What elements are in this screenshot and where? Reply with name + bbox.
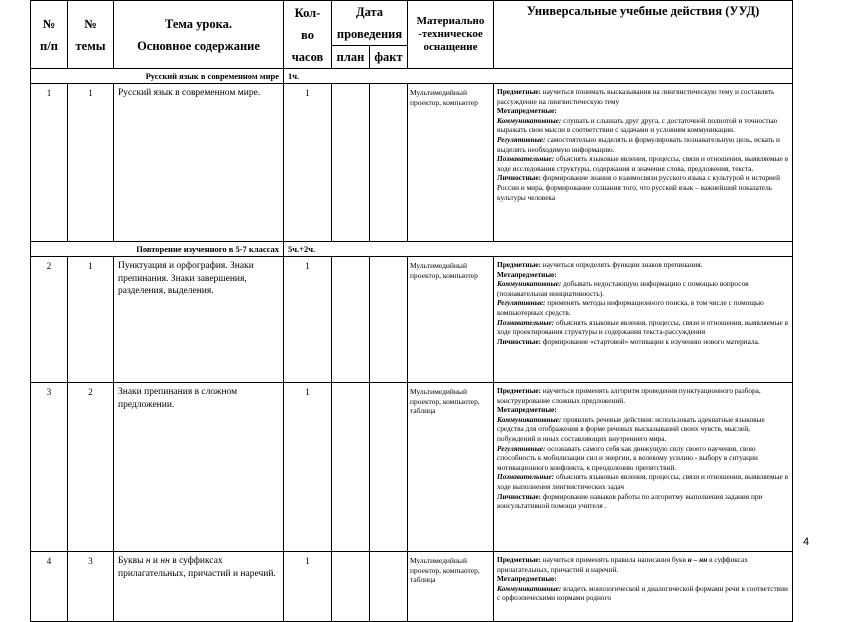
lesson-number: 3 [31,383,68,552]
date-plan-cell [332,257,370,383]
lesson-equipment: Мультимедийный проектор, компьютер [408,84,494,242]
date-plan-cell [332,383,370,552]
table-row [31,84,793,242]
table-row [31,257,793,383]
lesson-topic: Пунктуация и орфография. Знаки препинания. Знаки завершения, разделения, выделения. [114,257,284,383]
date-plan-cell [332,84,370,242]
section-hours: 5ч.+2ч. [284,242,793,257]
section-title: Русский язык в современном мире [31,69,284,84]
section-row [31,242,793,257]
date-fact-cell [370,257,408,383]
lesson-uud: Предметные: научиться применять алгоритм проведения пунктуационного разбора, конструирование сложных предложений. Метапредметные: Коммуникативные: проявлять речевые действия: использовать адекватные языковые средства для отображения в форме речевых высказываний своих чувств, мыслей, побуждений и иных составляющих внутреннего мира. Регулятивные: осознавать самого себя как движущую силу своего научения, свою способность к мобилизации сил и энергии, к волевому усилию - выбору в ситуации мотивационного конфликта, к преодолению препятствий. Познавательные: объяснять языковые явления, процессы, связи и отношения, выявляемые в ходе выполнения лингвистических задач Личностные: формирование навыков работы по алгоритму выполнения задания при консультативной помощи учителя . [494,383,793,552]
lesson-equipment: Мультимедийный проектор, компьютер, таблица [408,383,494,552]
lesson-uud: Предметные: научиться применять правила написания букв н – нн в суффиксах прилагательных, причастий и наречий. Метапредметные: Коммуникативные: владеть монологической и диалогической формами речи в соответствии с орфоэпическими нормами родного [494,552,793,622]
topic-number: 3 [68,552,114,622]
lesson-number: 2 [31,257,68,383]
col-header-hours: Кол- во часов [284,1,332,69]
lesson-plan-sheet [30,0,792,603]
col-header-date-plan: план [332,46,370,69]
lesson-uud: Предметные: научиться определять функции знаков препинания. Метапредметные: Коммуникативные: добывать недостающую информацию с помощью вопросов (познавательная инициативность). Регулятивные: применять методы информационного поиска, в том числе с помощью компьютерных средств. Познавательные: объяснять языковые явления, процессы, связи и отношения, выявляемые в ходе проектирования структуры и содержания текста-рассуждения Личностные: формирование «стартовой» мотивации к изучению нового материала. [494,257,793,383]
col-header-topic-number: № темы [68,1,114,69]
table-row [31,383,793,552]
col-header-number: № п/п [31,1,68,69]
lesson-number: 4 [31,552,68,622]
lesson-hours: 1 [284,84,332,242]
page-number: 4 [803,536,810,548]
lesson-plan-table [30,0,793,622]
col-header-topic: Тема урока. Основное содержание [114,1,284,69]
lesson-topic: Знаки препинания в сложном предложении. [114,383,284,552]
col-header-equipment: Материально -техническое оснащение [408,1,494,69]
col-header-date-fact: факт [370,46,408,69]
lesson-topic: Буквы н и нн в суффиксах прилагательных, причастий и наречий. [114,552,284,622]
date-fact-cell [370,383,408,552]
table-row [31,552,793,622]
date-fact-cell [370,552,408,622]
section-hours: 1ч. [284,69,793,84]
topic-number: 1 [68,84,114,242]
section-title: Повторение изученного в 5-7 классах [31,242,284,257]
lesson-equipment: Мультимедийный проектор, компьютер [408,257,494,383]
lesson-topic: Русский язык в современном мире. [114,84,284,242]
date-plan-cell [332,552,370,622]
topic-number: 2 [68,383,114,552]
lesson-number: 1 [31,84,68,242]
topic-number: 1 [68,257,114,383]
lesson-hours: 1 [284,383,332,552]
lesson-hours: 1 [284,552,332,622]
lesson-uud: Предметные: научиться понимать высказывания на лингвистическую тему и составлять рассуждение на лингвистическую тему Метапредметные: Коммуникативные: слушать и слышать друг друга, с достаточной полнотой и точностью выражать свои мысли в соответствии с задачами и условиям коммуникации. Регулятивные: самостоятельно выделять и формулировать познавательную цель, искать и выделять необходимую информацию. Познавательные: объяснять языковые явления, процессы, связи и отношения, выявляемые в ходе исследования структуры, содержания и значения слова, предложения, текста. Личностные: формирование знания о взаимосвязи русского языка с культурой и историей России и мира, формирование сознания того, что русский язык – важнейший показатель культуры человека [494,84,793,242]
col-header-date: Дата проведения [332,1,408,46]
lesson-hours: 1 [284,257,332,383]
section-row [31,69,793,84]
lesson-equipment: Мультимедийный проектор, компьютер, таблица [408,552,494,622]
date-fact-cell [370,84,408,242]
col-header-uud: Универсальные учебные действия (УУД) [494,1,793,69]
